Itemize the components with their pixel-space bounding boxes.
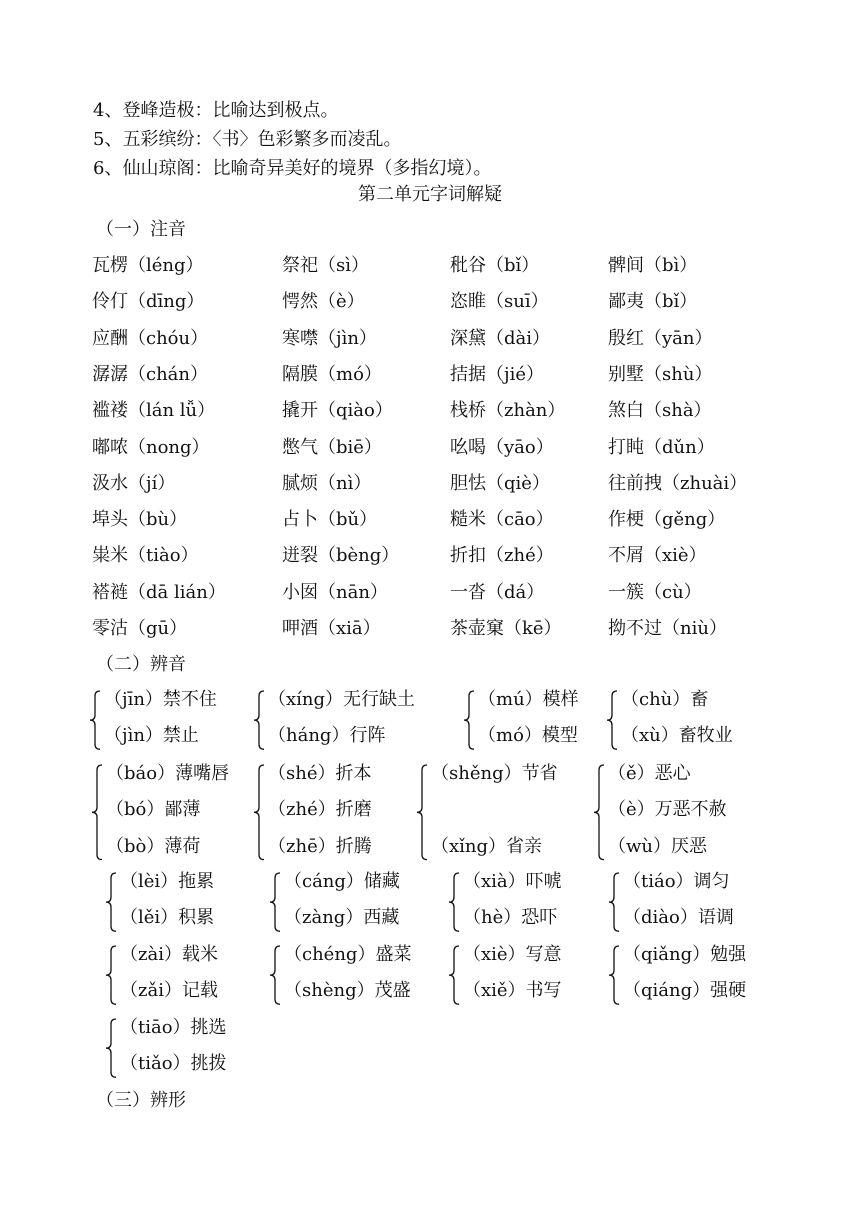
bianyin-item: （lèi）拖累 <box>120 871 215 892</box>
curly-brace-icon <box>462 690 476 750</box>
intro-line: 5、五彩缤纷：〈书〉色彩繁多而凌乱。 <box>93 129 402 150</box>
bianyin-item: （zhé）折磨 <box>268 799 372 821</box>
zhuyin-entry: 深黛（dài） <box>450 327 551 349</box>
curly-brace-icon <box>592 764 606 861</box>
zhuyin-entry: 腻烦（nì） <box>282 472 372 494</box>
zhuyin-entry: 打盹（dǔn） <box>608 436 715 458</box>
bianyin-item: （mú）模样 <box>478 689 579 710</box>
curly-brace-icon <box>447 945 461 1005</box>
bianyin-item: （tiǎo）挑拨 <box>120 1053 227 1075</box>
zhuyin-entry: 煞白（shà） <box>608 400 712 422</box>
bianyin-item: （zhē）折腾 <box>268 835 372 857</box>
bianyin-item: （xiě）书写 <box>463 980 562 1002</box>
zhuyin-entry: 吆喝（yāo） <box>450 436 554 458</box>
zhuyin-entry: 嘟哝（nong） <box>92 436 210 458</box>
zhuyin-entry: 作梗（gěng） <box>608 509 726 531</box>
curly-brace-icon <box>447 872 461 932</box>
zhuyin-row <box>0 327 860 352</box>
zhuyin-row <box>0 363 860 388</box>
bianyin-item: （shèng）茂盛 <box>284 980 411 1002</box>
curly-brace-icon <box>104 945 118 1005</box>
section-title-bianyin: （二）辨音 <box>96 654 186 675</box>
bianyin-item: （è）万恶不赦 <box>608 799 727 821</box>
curly-brace-icon <box>104 872 118 932</box>
zhuyin-row <box>0 581 860 606</box>
bianyin-item: （wù）厌恶 <box>608 835 707 857</box>
zhuyin-entry: 祭祀（sì） <box>282 255 369 276</box>
curly-brace-icon <box>268 872 282 932</box>
bianyin-item: （bò）薄荷 <box>106 835 201 857</box>
zhuyin-row <box>0 436 860 461</box>
curly-brace-icon <box>90 764 104 861</box>
zhuyin-entry: 呷酒（xiā） <box>282 618 381 639</box>
zhuyin-entry: 拮据（jié） <box>450 363 544 385</box>
intro-line: 6、仙山琼阁：比喻奇异美好的境界（多指幻境）。 <box>93 158 492 179</box>
zhuyin-entry: 憋气（biē） <box>282 436 382 458</box>
zhuyin-entry: 不屑（xiè） <box>608 545 707 567</box>
bianyin-item: （shěng）节省 <box>431 763 558 784</box>
zhuyin-entry: 髀间（bì） <box>608 255 698 276</box>
zhuyin-row <box>0 511 860 533</box>
bianyin-item: （xǐng）省亲 <box>431 835 543 857</box>
zhuyin-entry: 潺潺（chán） <box>92 363 208 385</box>
bianyin-item: （lěi）积累 <box>120 907 215 929</box>
curly-brace-icon <box>252 690 266 750</box>
curly-brace-icon <box>605 690 619 750</box>
zhuyin-entry: 愕然（è） <box>282 291 365 313</box>
zhuyin-entry: 殷红（yān） <box>608 327 713 349</box>
zhuyin-entry: 茶壶窠（kē） <box>450 618 562 639</box>
zhuyin-row <box>0 257 860 279</box>
bianyin-item: （xiè）写意 <box>463 944 562 965</box>
curly-brace-icon <box>88 690 102 750</box>
zhuyin-entry: 粜米（tiào） <box>92 545 199 567</box>
bianyin-item: （diào）语调 <box>623 907 734 929</box>
bianyin-item: （háng）行阵 <box>268 725 386 747</box>
zhuyin-entry: 糙米（cāo） <box>450 509 554 531</box>
bianyin-item: （mó）模型 <box>478 725 578 747</box>
bianyin-item: （xià）吓唬 <box>463 871 562 892</box>
zhuyin-entry: 寒噤（jìn） <box>282 327 377 349</box>
zhuyin-entry: 栈桥（zhàn） <box>450 400 566 422</box>
bianyin-item: （xíng）无行缺土 <box>268 689 416 710</box>
zhuyin-entry: 鄙夷（bǐ） <box>608 291 698 313</box>
zhuyin-entry: 瓦楞（léng） <box>92 255 204 276</box>
bianyin-item: （shé）折本 <box>268 763 372 784</box>
bianyin-item: （xù）畜牧业 <box>621 725 733 747</box>
bianyin-item: （tiāo）挑选 <box>120 1017 227 1038</box>
zhuyin-entry: 埠头（bù） <box>92 509 188 531</box>
zhuyin-entry: 秕谷（bǐ） <box>450 255 540 276</box>
zhuyin-entry: 隔膜（mó） <box>282 363 382 385</box>
zhuyin-row <box>0 402 860 424</box>
zhuyin-row <box>0 620 860 642</box>
bianyin-item: （jìn）禁止 <box>104 725 199 747</box>
unit-title: 第二单元字词解疑 <box>358 184 502 205</box>
curly-brace-icon <box>607 945 621 1005</box>
curly-brace-icon <box>268 945 282 1005</box>
curly-brace-icon <box>607 872 621 932</box>
bianyin-item: （chù）畜 <box>621 689 709 710</box>
bianyin-item: （bó）鄙薄 <box>106 799 201 821</box>
zhuyin-entry: 拗不过（niù） <box>608 618 727 639</box>
section-title-zhuyin: （一）注音 <box>96 219 186 240</box>
bianyin-item: （ě）恶心 <box>608 763 691 784</box>
bianyin-item: （zǎi）记载 <box>120 980 218 1002</box>
bianyin-item: （qiǎng）勉强 <box>623 944 747 965</box>
bianyin-item: （qiáng）强硬 <box>623 980 747 1002</box>
bianyin-item: （zàng）西藏 <box>284 907 400 929</box>
zhuyin-entry: 占卜（bǔ） <box>282 509 378 531</box>
bianyin-item: （báo）薄嘴唇 <box>106 763 230 784</box>
bianyin-item: （zài）载米 <box>120 944 218 965</box>
zhuyin-entry: 恣睢（suī） <box>450 291 549 313</box>
zhuyin-entry: 往前拽（zhuài） <box>608 472 748 494</box>
bianyin-item: （tiáo）调匀 <box>623 871 730 892</box>
zhuyin-entry: 零沽（gū） <box>92 618 188 639</box>
zhuyin-entry: 迸裂（bèng） <box>282 545 400 567</box>
bianyin-item: （hè）恐吓 <box>463 907 558 929</box>
zhuyin-entry: 褴褛（lán lǚ） <box>92 400 216 422</box>
zhuyin-entry: 别墅（shù） <box>608 363 713 385</box>
bianyin-item: （cáng）储藏 <box>284 871 400 892</box>
zhuyin-entry: 伶仃（dīng） <box>92 291 205 313</box>
zhuyin-row <box>0 293 860 315</box>
intro-line: 4、登峰造极：比喻达到极点。 <box>93 100 339 121</box>
zhuyin-row <box>0 547 860 569</box>
zhuyin-entry: 小囡（nān） <box>282 581 388 603</box>
curly-brace-icon <box>252 764 266 861</box>
zhuyin-entry: 汲水（jí） <box>92 472 176 494</box>
zhuyin-entry: 应酬（chóu） <box>92 327 209 349</box>
zhuyin-entry: 一簇（cù） <box>608 581 702 603</box>
zhuyin-entry: 折扣（zhé） <box>450 545 554 567</box>
zhuyin-entry: 撬开（qiào） <box>282 400 393 422</box>
zhuyin-entry: 褡裢（dā lián） <box>92 581 226 603</box>
bianyin-item: （jīn）禁不住 <box>104 689 217 710</box>
zhuyin-row <box>0 472 860 497</box>
zhuyin-entry: 胆怯（qiè） <box>450 472 550 494</box>
curly-brace-icon <box>415 764 429 861</box>
zhuyin-entry: 一沓（dá） <box>450 581 545 603</box>
section-title-bianxing: （三）辨形 <box>96 1090 186 1111</box>
bianyin-item: （chéng）盛菜 <box>284 944 412 965</box>
curly-brace-icon <box>104 1018 118 1078</box>
